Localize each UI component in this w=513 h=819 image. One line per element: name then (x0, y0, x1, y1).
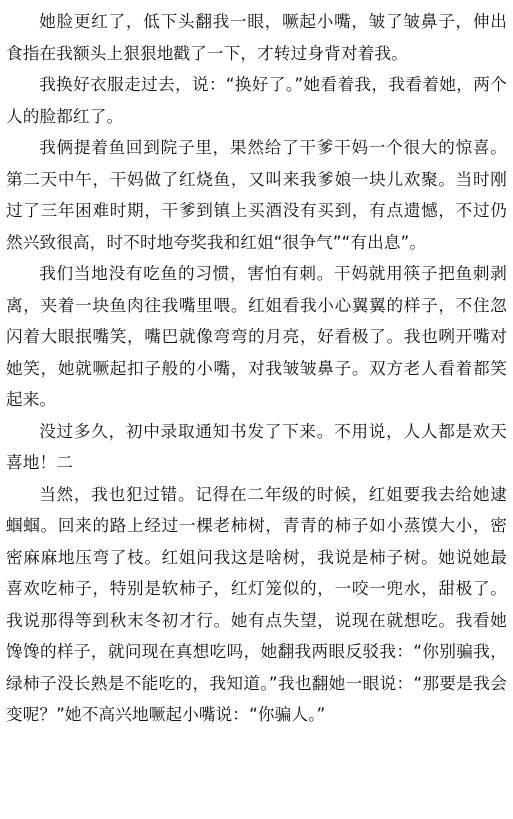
paragraph-1: 她脸更红了，低下头翻我一眼，噘起小嘴，皱了皱鼻子，伸出食指在我额头上狠狠地戳了一下，才转过身背对着我。 (6, 12, 507, 63)
paragraph-4: 我们当地没有吃鱼的习惯，害怕有刺。干妈就用筷子把鱼刺剥离，夹着一块鱼肉往我嘴里喂。红姐看我小心翼翼的样子，不住忽闪着大眼抿嘴笑，嘴巴就像弯弯的月亮，好看极了。我也咧开嘴对她笑，她就噘起扣子般的小嘴，对我皱皱鼻子。双方老人看着都笑起来。 (6, 264, 507, 409)
paragraph-2: 我换好衣服走过去，说：“换好了。”她看着我，我看着她，两个人的脸都红了。 (6, 75, 507, 126)
paragraph-5: 没过多久，初中录取通知书发了下来。不用说，人人都是欢天喜地！二 (6, 421, 507, 472)
paragraph-6: 当然，我也犯过错。记得在二年级的时候，红姐要我去给她逮蝈蝈。回来的路上经过一棵老柿树，青青的柿子如小蒸馍大小，密密麻麻地压弯了枝。红姐问我这是啥树，我说是柿子树。她说她最喜欢吃柿子，特别是软柿子，红灯笼似的，一咬一兜水，甜极了。我说那得等到秋末冬初才行。她有点失望，说现在就想吃。我看她馋馋的样子，就问现在真想吃吗，她翻我两眼反驳我：“你别骗我，绿柿子没长熟是不能吃的，我知道。”我也翻她一眼说：“那要是我会变呢？”她不高兴地噘起小嘴说：“你骗人。” (6, 484, 507, 724)
paragraph-3: 我俩提着鱼回到院子里，果然给了干爹干妈一个很大的惊喜。第二天中午，干妈做了红烧鱼，又叫来我爹娘一块儿欢聚。当时刚过了三年困难时期，干爹到镇上买酒没有买到，有点遗憾，不过仍然兴致很高，时不时地夸奖我和红姐“很争气”“有出息”。 (6, 138, 507, 252)
